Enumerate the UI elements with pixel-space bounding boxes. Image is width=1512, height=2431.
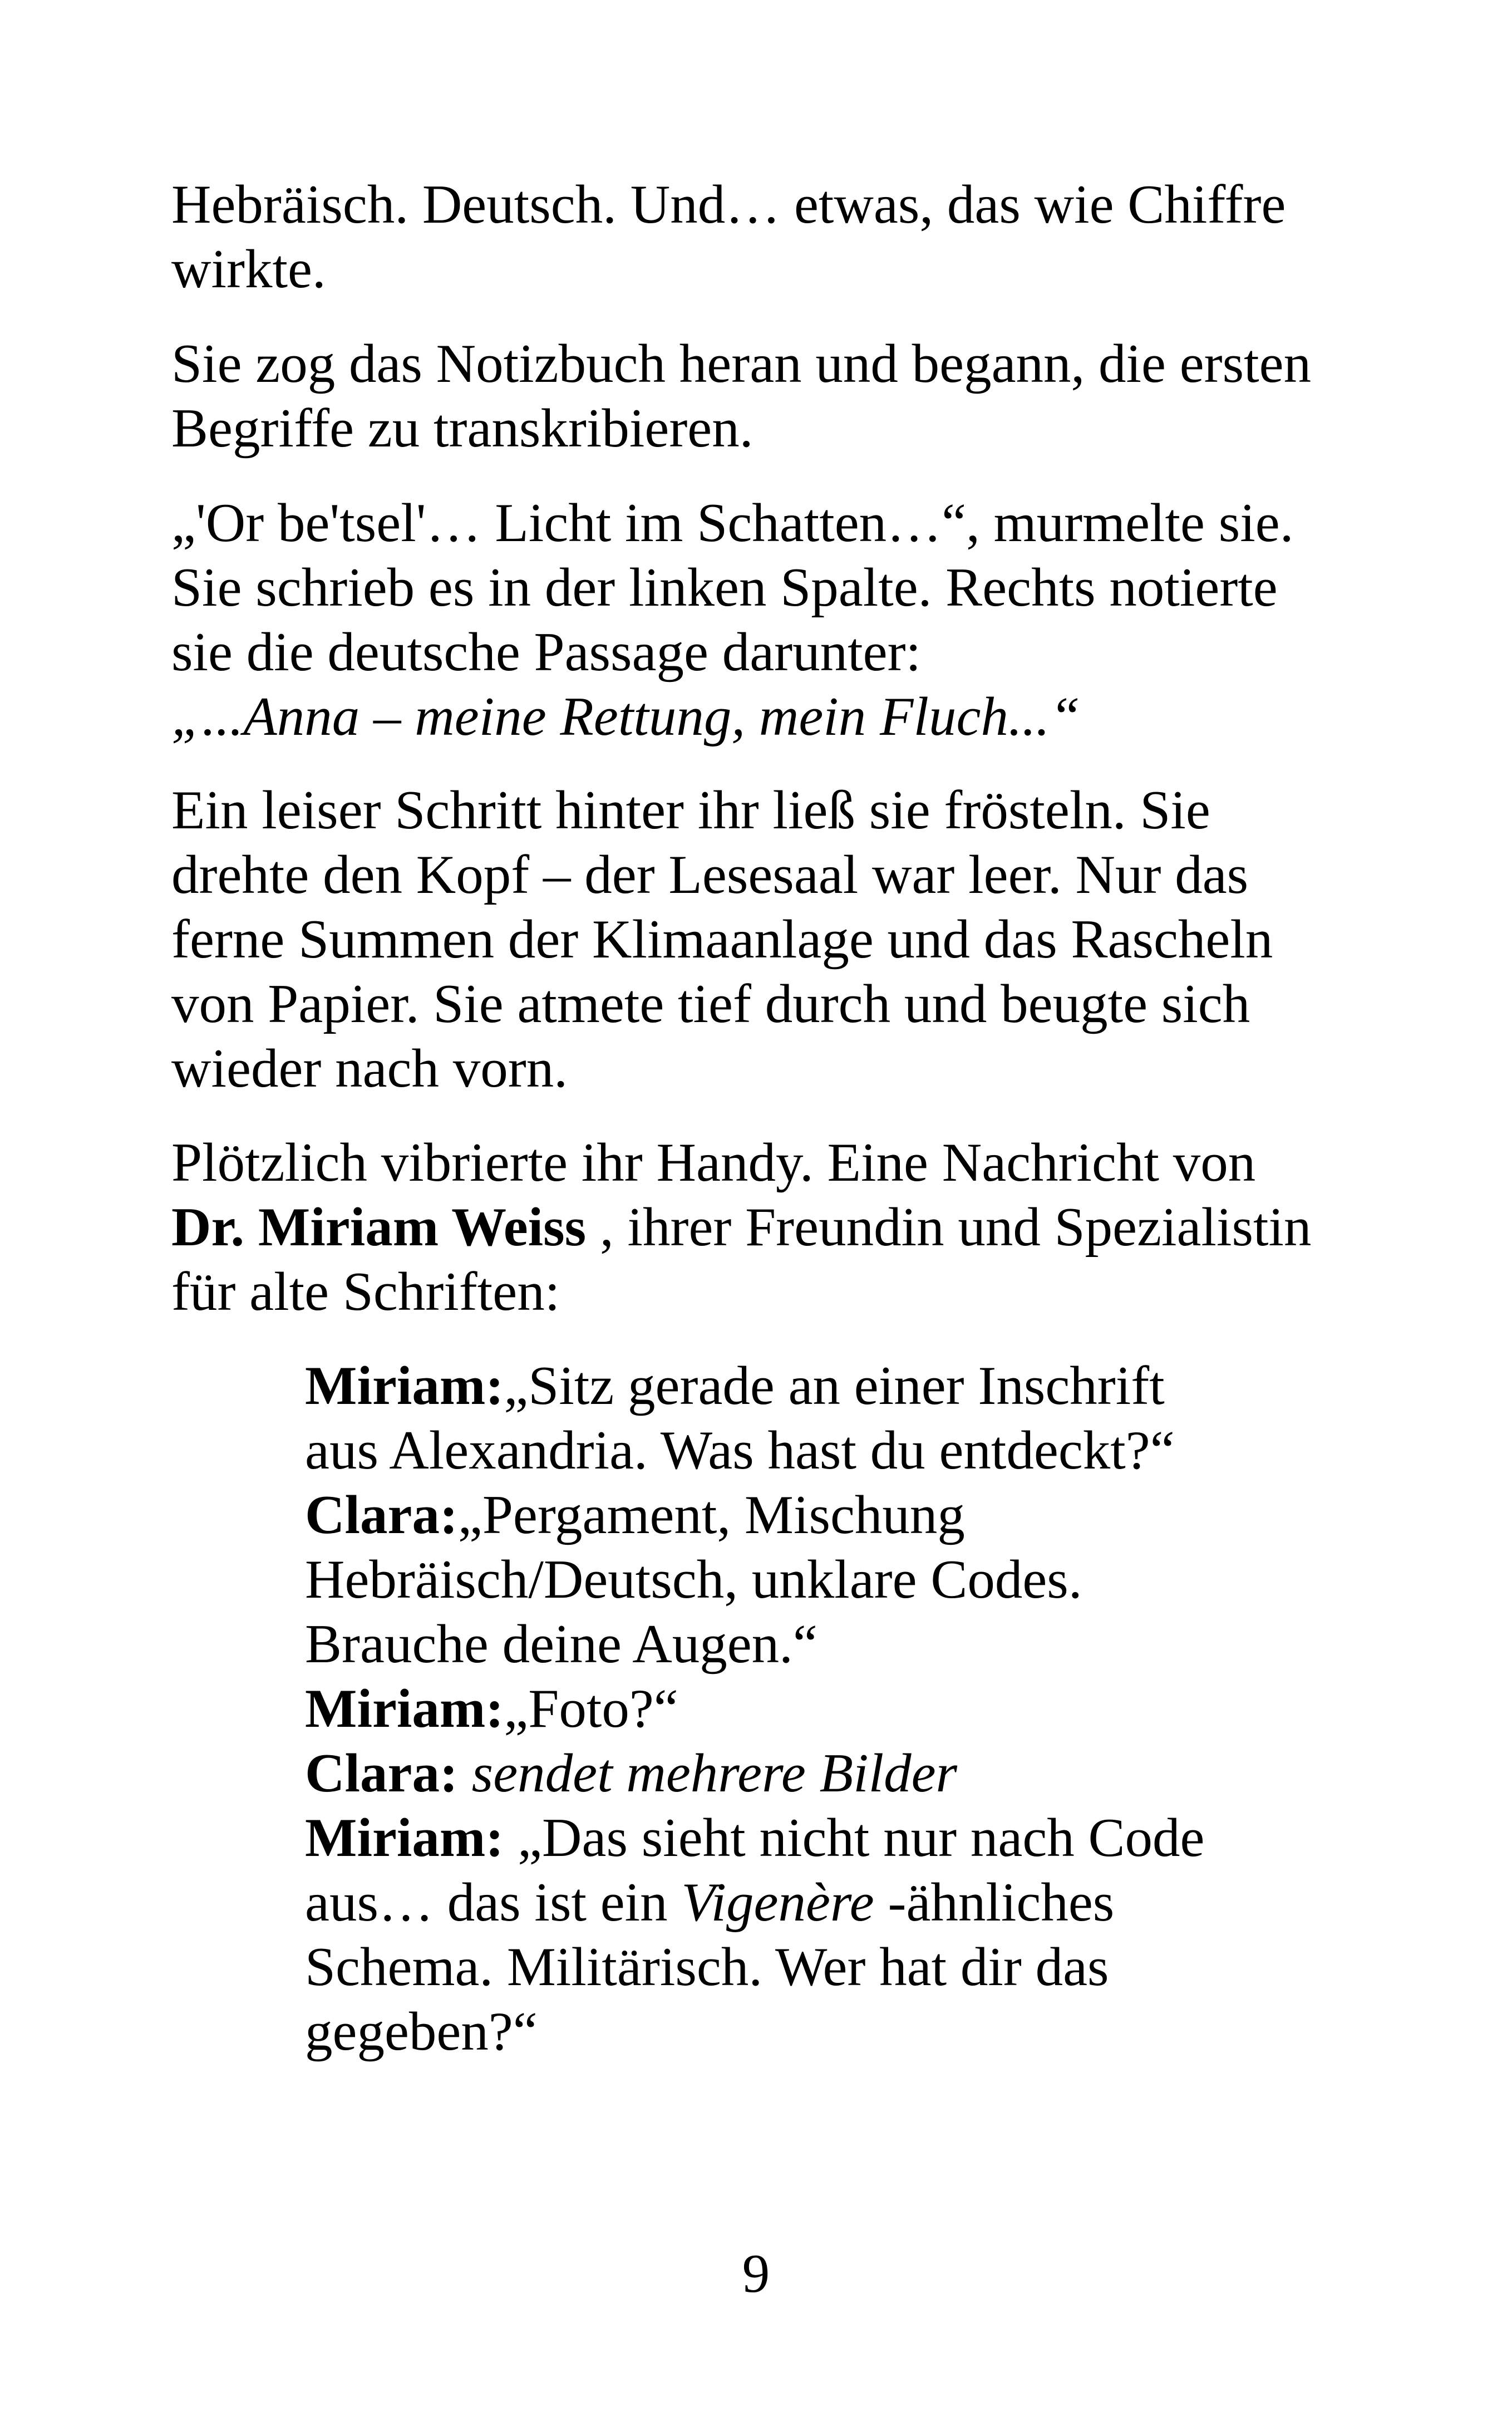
text-line: wieder nach vorn. (171, 1038, 568, 1099)
text-fragment: , ihrer Freundin und Spezialistin (586, 1197, 1312, 1258)
chat-dialogue (305, 1354, 1204, 2064)
speaker-label: Miriam: (305, 1678, 504, 1739)
text-line: sie die deutsche Passage darunter: (171, 622, 922, 682)
speaker-label: Miriam: (305, 1356, 504, 1416)
speaker-label: Clara: (305, 1743, 458, 1804)
paragraph-3 (171, 491, 1293, 749)
text-line: von Papier. Sie atmete tief durch und beugte sich (171, 974, 1250, 1034)
dialogue-text: „Das sieht nicht nur nach Code (504, 1808, 1205, 1868)
dialogue-line: gegeben?“ (305, 2001, 538, 2062)
text-line: drehte den Kopf – der Lesesaal war leer. Nur das (171, 844, 1249, 905)
dialogue-line (305, 1483, 1204, 1548)
text-line (171, 1195, 1312, 1260)
italic-quote: „...Anna – meine Rettung, mein Fluch...“ (171, 686, 1081, 747)
text-line: wirkte. (171, 239, 326, 299)
bold-name: Dr. Miriam Weiss (171, 1197, 587, 1258)
dialogue-text: „Sitz gerade an einer Inschrift (504, 1356, 1165, 1416)
dialogue-line (305, 1677, 1204, 1741)
text-line: für alte Schriften: (171, 1261, 560, 1322)
text-line: Begriffe zu transkribieren. (171, 398, 753, 459)
dialogue-line (305, 1741, 1204, 1806)
text-line: Plötzlich vibrierte ihr Handy. Eine Nachricht von (171, 1132, 1256, 1193)
dialogue-text-italic: sendet mehrere Bilder (457, 1743, 958, 1804)
dialogue-text-italic: Vigenère (681, 1872, 874, 1933)
paragraph-2 (171, 332, 1311, 461)
dialogue-line: Hebräisch/Deutsch, unklare Codes. (305, 1549, 1082, 1610)
text-line: Hebräisch. Deutsch. Und… etwas, das wie Chiffre (171, 174, 1286, 235)
speaker-label: Clara: (305, 1485, 458, 1545)
dialogue-text: -ähnliches (874, 1872, 1115, 1933)
text-line: „'Or be'tsel'… Licht im Schatten…“, murmelte sie. (171, 493, 1294, 553)
paragraph-4 (171, 778, 1273, 1101)
dialogue-line: Schema. Militärisch. Wer hat dir das (305, 1937, 1109, 1997)
page-number: 9 (742, 2243, 770, 2304)
text-line: Sie schrieb es in der linken Spalte. Rechts notierte (171, 557, 1278, 618)
text-line: Sie zog das Notizbuch heran und begann, die ersten (171, 333, 1312, 394)
paragraph-1 (171, 173, 1286, 302)
dialogue-line (305, 1354, 1204, 1418)
speaker-label: Miriam: (305, 1808, 504, 1868)
text-line: Ein leiser Schritt hinter ihr ließ sie frösteln. Sie (171, 780, 1210, 841)
dialogue-line (305, 1806, 1204, 1870)
paragraph-5 (171, 1131, 1312, 1324)
dialogue-text: „Pergament, Mischung (457, 1485, 965, 1545)
dialogue-text: „Foto?“ (504, 1678, 678, 1739)
dialogue-line: Brauche deine Augen.“ (305, 1614, 817, 1674)
text-line: ferne Summen der Klimaanlage und das Rascheln (171, 909, 1273, 970)
dialogue-line (305, 1870, 1204, 1935)
dialogue-line: aus Alexandria. Was hast du entdeckt?“ (305, 1420, 1175, 1481)
dialogue-text: aus… das ist ein (305, 1872, 682, 1933)
